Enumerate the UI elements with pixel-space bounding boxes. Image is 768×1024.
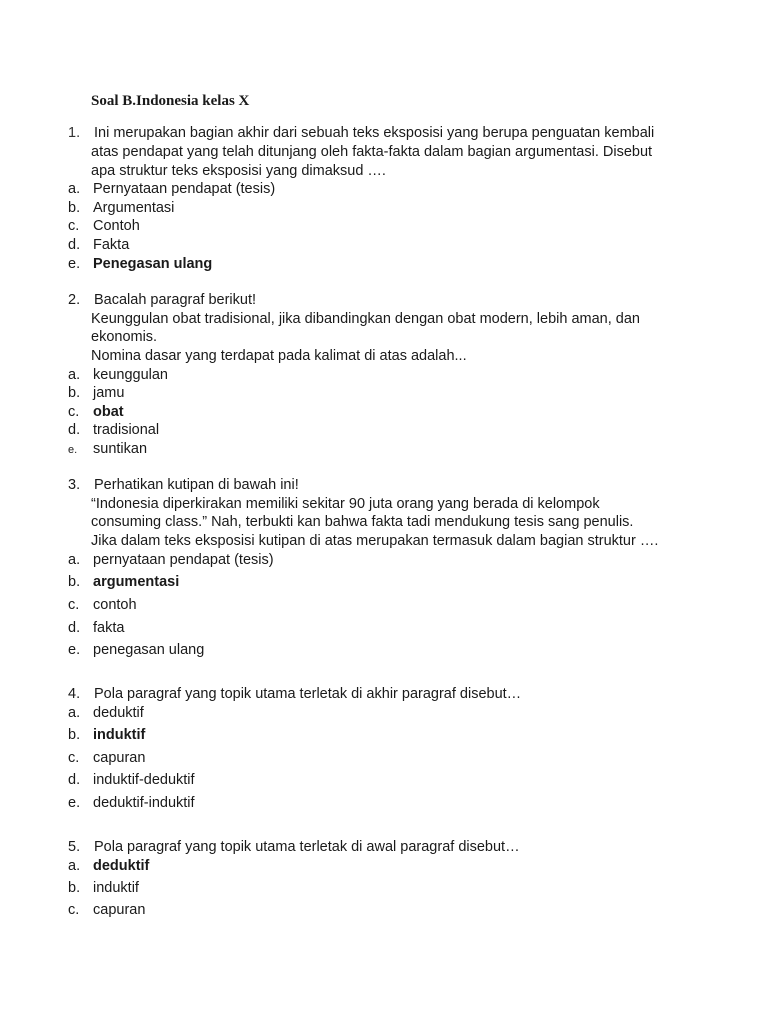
question-number: 4.	[68, 686, 81, 702]
option-text: Fakta	[93, 237, 130, 253]
question-text-line: apa struktur teks eksposisi yang dimaksud ….	[91, 163, 386, 179]
option-letter: a.	[68, 858, 81, 874]
option-a	[68, 704, 144, 723]
question-text-line: ekonomis.	[91, 329, 158, 345]
option-c	[68, 749, 145, 768]
question-text-line: Bacalah paragraf berikut!	[94, 292, 257, 308]
question-text-line: Nomina dasar yang terdapat pada kalimat di atas adalah...	[91, 348, 467, 364]
option-letter: d.	[68, 422, 81, 438]
question-text-line: Pola paragraf yang topik utama terletak di akhir paragraf disebut…	[94, 686, 522, 702]
option-a-answer	[68, 857, 149, 876]
option-d	[68, 421, 159, 440]
option-text: induktif	[93, 727, 146, 743]
option-letter: a.	[68, 552, 81, 568]
option-c	[68, 217, 140, 236]
option-text: pernyataan pendapat (tesis)	[93, 552, 274, 568]
option-letter: a.	[68, 367, 81, 383]
option-letter: c.	[68, 902, 80, 918]
option-text: jamu	[93, 385, 125, 401]
option-text: keunggulan	[93, 367, 168, 383]
option-a	[68, 180, 275, 199]
option-text: Contoh	[93, 218, 140, 234]
option-letter: d.	[68, 772, 81, 788]
option-letter: c.	[68, 404, 80, 420]
option-text: deduktif	[93, 705, 144, 721]
option-e	[68, 794, 195, 813]
option-text: tradisional	[93, 422, 160, 438]
question-text-line: Pola paragraf yang topik utama terletak di awal paragraf disebut…	[94, 839, 520, 855]
option-text: capuran	[93, 902, 146, 918]
option-text: deduktif-induktif	[93, 795, 195, 811]
option-text: obat	[93, 404, 124, 420]
option-letter: d.	[68, 620, 81, 636]
option-letter: b.	[68, 727, 81, 743]
option-letter: d.	[68, 237, 81, 253]
option-b-answer	[68, 726, 145, 745]
option-b-answer	[68, 573, 179, 592]
option-text: argumentasi	[93, 574, 180, 590]
option-c	[68, 596, 137, 615]
option-letter: e.	[68, 642, 81, 658]
option-text: fakta	[93, 620, 125, 636]
option-d	[68, 771, 195, 790]
question-number: 3.	[68, 477, 81, 493]
question-number: 2.	[68, 292, 81, 308]
option-d	[68, 236, 129, 255]
option-text: induktif	[93, 880, 139, 896]
option-c	[68, 901, 145, 920]
question-text-line: “Indonesia diperkirakan memiliki sekitar 90 juta orang yang berada di kelompok	[91, 496, 600, 512]
option-letter: c.	[68, 218, 80, 234]
option-e	[68, 440, 147, 460]
option-text: contoh	[93, 597, 137, 613]
option-text: deduktif	[93, 858, 150, 874]
option-text: suntikan	[93, 441, 148, 457]
option-letter: a.	[68, 181, 81, 197]
option-e	[68, 641, 204, 660]
option-text: penegasan ulang	[93, 642, 205, 658]
option-letter: b.	[68, 200, 81, 216]
option-b	[68, 879, 139, 898]
option-e-answer	[68, 255, 212, 274]
question-text-line: Ini merupakan bagian akhir dari sebuah teks eksposisi yang berupa penguatan kembali	[94, 125, 655, 141]
question-text-line: consuming class.” Nah, terbukti kan bahwa fakta tadi mendukung tesis sang penulis.	[91, 514, 634, 530]
option-a	[68, 366, 168, 385]
option-text: Argumentasi	[93, 200, 175, 216]
option-letter: c.	[68, 597, 80, 613]
option-b	[68, 384, 124, 403]
option-letter: b.	[68, 880, 81, 896]
option-letter: a.	[68, 705, 81, 721]
page-title: Soal B.Indonesia kelas X	[91, 93, 250, 109]
option-text: induktif-deduktif	[93, 772, 195, 788]
question-text-line: Jika dalam teks eksposisi kutipan di atas merupakan termasuk dalam bagian struktur ….	[91, 533, 659, 549]
option-letter: c.	[68, 750, 80, 766]
option-letter: b.	[68, 574, 81, 590]
option-c-answer	[68, 403, 124, 422]
option-letter: b.	[68, 385, 81, 401]
option-letter: e.	[68, 795, 81, 811]
question-text-line: Perhatikan kutipan di bawah ini!	[94, 477, 299, 493]
question-text-line: Keunggulan obat tradisional, jika dibandingkan dengan obat modern, lebih aman, dan	[91, 311, 640, 327]
option-text: capuran	[93, 750, 146, 766]
option-a	[68, 551, 274, 570]
option-letter: e.	[68, 256, 81, 272]
option-letter: e.	[68, 444, 78, 456]
option-text: Pernyataan pendapat (tesis)	[93, 181, 276, 197]
question-text-line: atas pendapat yang telah ditunjang oleh fakta-fakta dalam bagian argumentasi. Disebut	[91, 144, 653, 160]
option-b	[68, 199, 174, 218]
option-d	[68, 619, 124, 638]
question-number: 5.	[68, 839, 81, 855]
question-number: 1.	[68, 125, 81, 141]
option-text: Penegasan ulang	[93, 256, 213, 272]
